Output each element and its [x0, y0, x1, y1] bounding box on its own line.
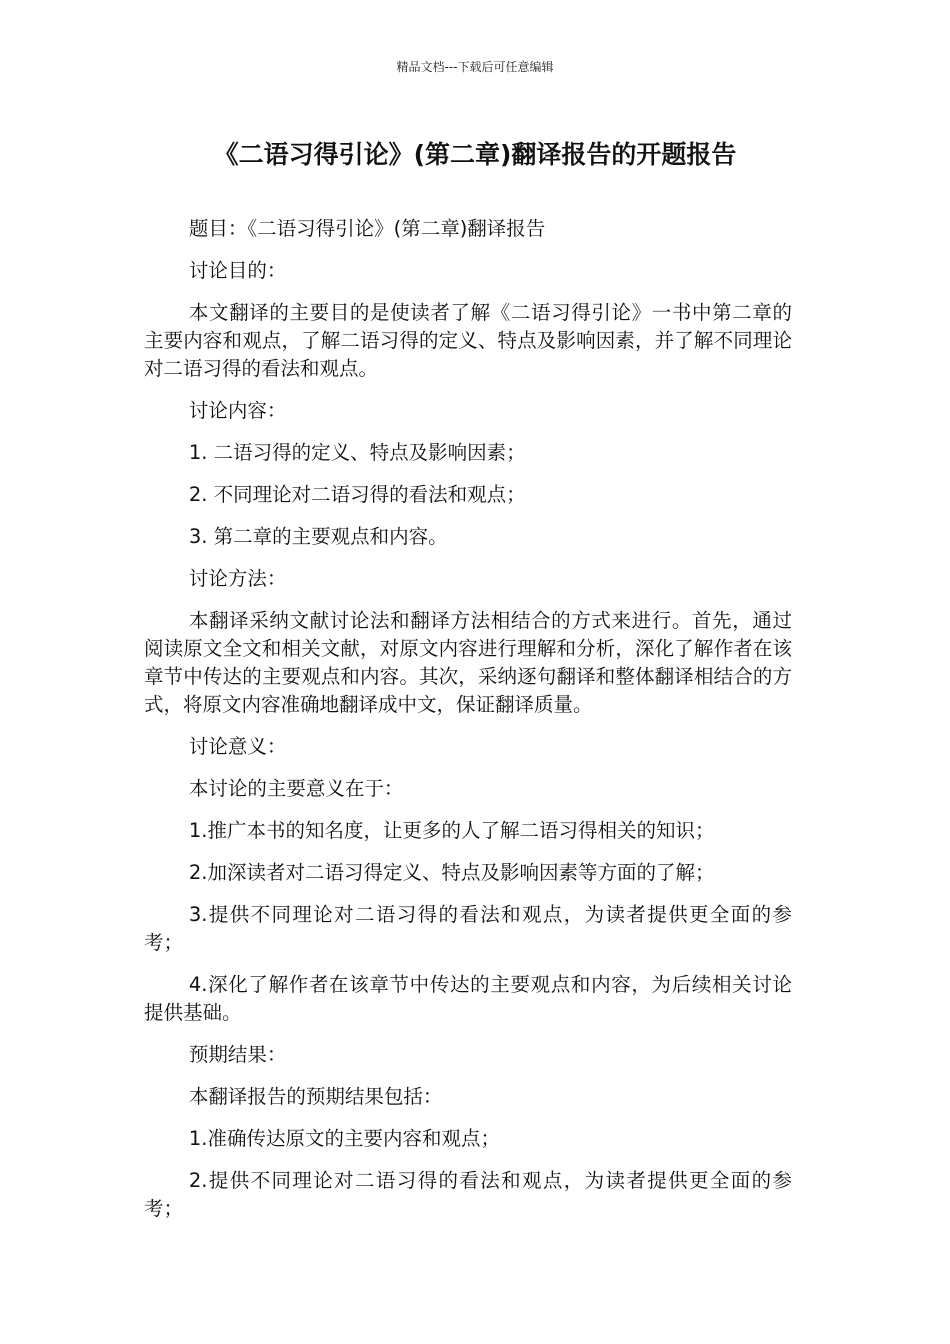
- document-body: [144, 215, 792, 1237]
- paragraph-results-item-1: 1.准确传达原文的主要内容和观点；: [188, 1127, 500, 1150]
- paragraph-significance-item-4: 4.深化了解作者在该章节中传达的主要观点和内容，为后续相关讨论提供基础。: [144, 973, 792, 1024]
- paragraph-method-heading: 讨论方法：: [188, 567, 287, 590]
- paragraph-topic: 题目：《二语习得引论》(第二章)翻译报告: [188, 217, 546, 240]
- paragraph-significance-heading: 讨论意义：: [188, 735, 287, 758]
- paragraph-significance-item-2: 2.加深读者对二语习得定义、特点及影响因素等方面的了解；: [188, 861, 715, 884]
- document-title: 《二语习得引论》(第二章)翻译报告的开题报告: [213, 140, 737, 169]
- header-note: 精品文档---下载后可任意编辑: [396, 60, 554, 74]
- paragraph-purpose-body: 本文翻译的主要目的是使读者了解《二语习得引论》一书中第二章的主要内容和观点，了解二语习得的定义、特点及影响因素，并了解不同理论对二语习得的看法和观点。: [144, 301, 792, 380]
- paragraph-results-intro: 本翻译报告的预期结果包括：: [188, 1085, 443, 1108]
- paragraph-content-item-2: 2. 不同理论对二语习得的看法和观点；: [188, 483, 526, 506]
- paragraph-significance-item-3: 3.提供不同理论对二语习得的看法和观点，为读者提供更全面的参考；: [144, 903, 792, 954]
- paragraph-method-body: 本翻译采纳文献讨论法和翻译方法相结合的方式来进行。首先，通过阅读原文全文和相关文献，对原文内容进行理解和分析，深化了解作者在该章节中传达的主要观点和内容。其次，采纳逐句翻译和整体翻译相结合的方式，将原文内容准确地翻译成中文，保证翻译质量。: [144, 609, 792, 716]
- paragraph-purpose-heading: 讨论目的：: [188, 259, 287, 282]
- paragraph-content-heading: 讨论内容：: [188, 399, 287, 422]
- paragraph-significance-item-1: 1.推广本书的知名度，让更多的人了解二语习得相关的知识；: [188, 819, 715, 842]
- paragraph-content-item-1: 1. 二语习得的定义、特点及影响因素；: [188, 441, 526, 464]
- paragraph-results-heading: 预期结果：: [188, 1043, 287, 1066]
- paragraph-results-item-2: 2.提供不同理论对二语习得的看法和观点，为读者提供更全面的参考；: [144, 1169, 792, 1220]
- paragraph-content-item-3: 3. 第二章的主要观点和内容。: [188, 525, 448, 548]
- paragraph-significance-intro: 本讨论的主要意义在于：: [188, 777, 404, 800]
